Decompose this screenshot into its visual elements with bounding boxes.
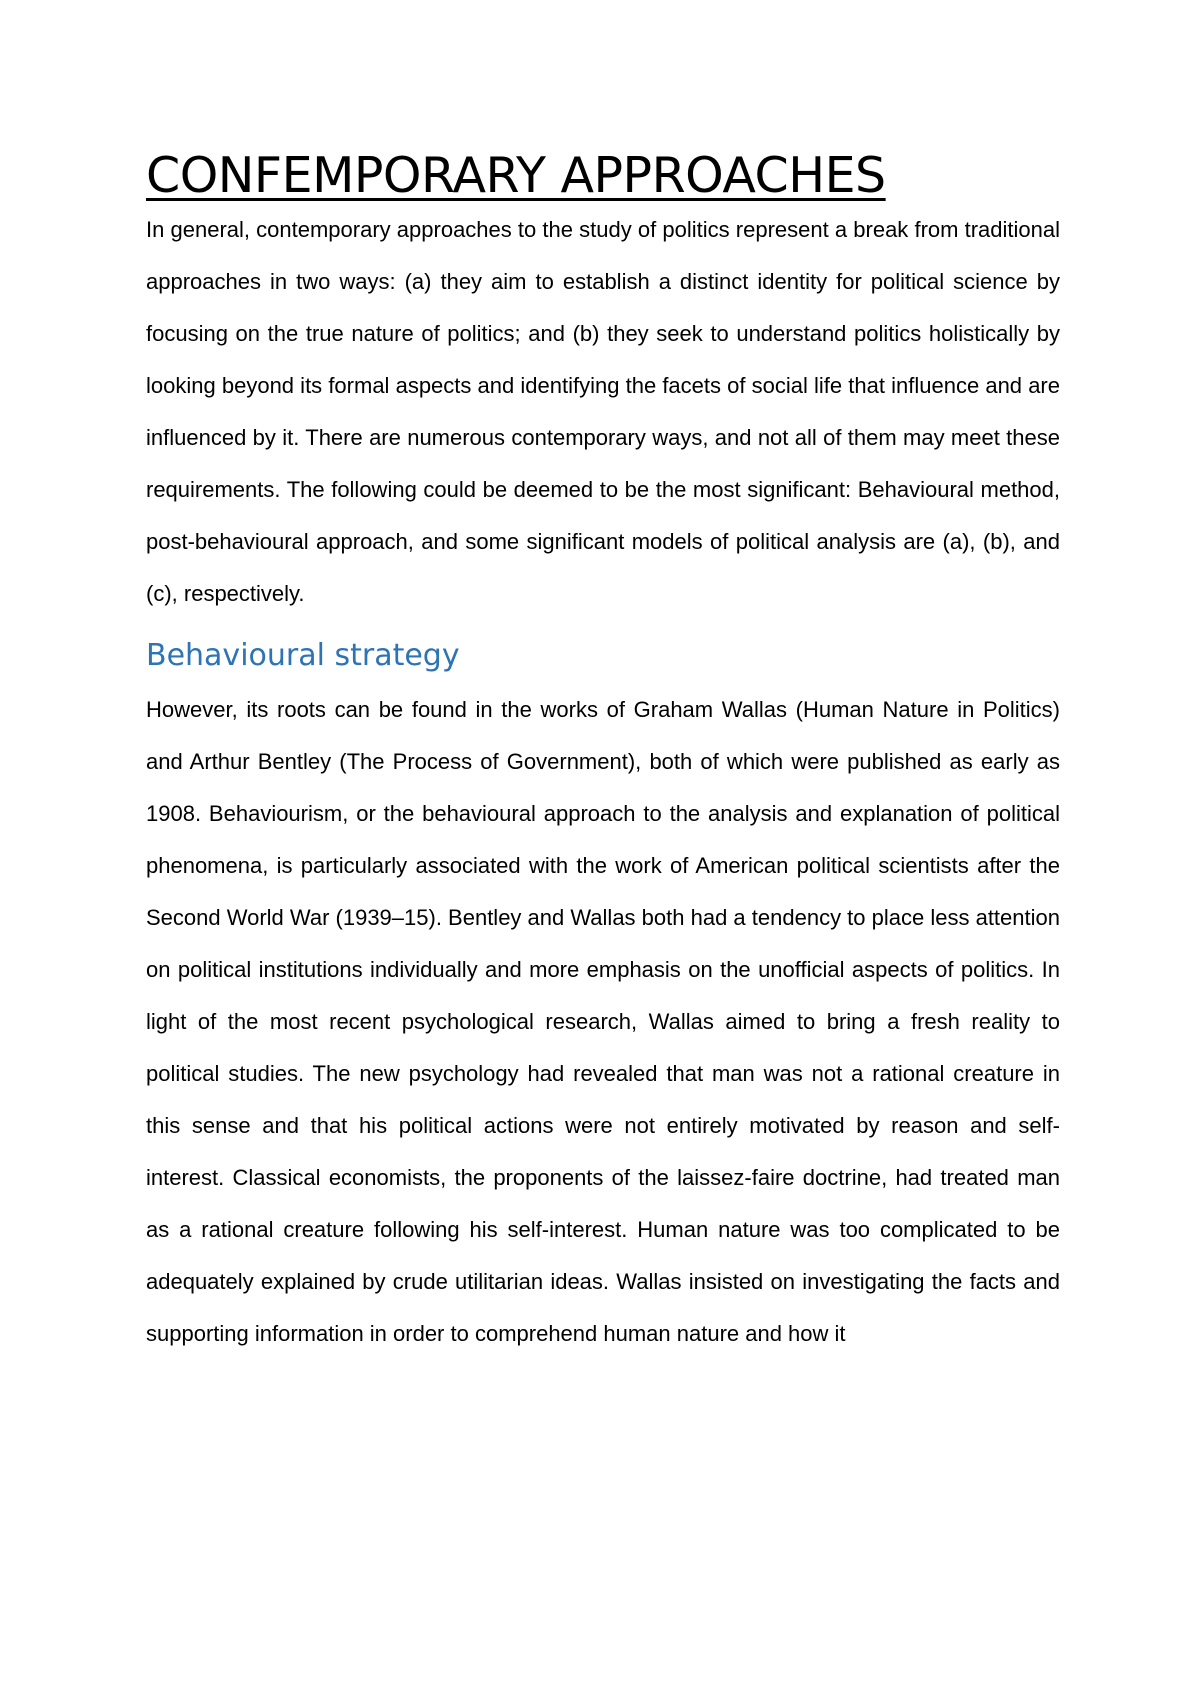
section-paragraph: However, its roots can be found in the works of Graham Wallas (Human Nature in Politics) and Arthur Bentley (The Process of Government), both of which were published as early as 1908. Behaviourism, or the behavioural approach to the analysis and explanation of political phenomena, is particularly associated with the work of American political scientists after the Second World War (1939–15). Bentley and Wallas both had a tendency to place less attention on political institutions individually and more emphasis on the unofficial aspects of politics. In light of the most recent psychological research, Wallas aimed to bring a fresh reality to political studies. The new psychology had revealed that man was not a rational creature in this sense and that his political actions were not entirely motivated by reason and self-interest. Classical economists, the proponents of the laissez-faire doctrine, had treated man as a rational creature following his self-interest. Human nature was too complicated to be adequately explained by crude utilitarian ideas. Wallas insisted on investigating the facts and supporting information in order to comprehend human nature and how it (146, 697, 1060, 1346)
intro-paragraph: In general, contemporary approaches to the study of politics represent a break from traditional approaches in two ways: (a) they aim to establish a distinct identity for political science by focusing on the true nature of politics; and (b) they seek to understand politics holistically by looking beyond its formal aspects and identifying the facets of social life that influence and are influenced by it. There are numerous contemporary ways, and not all of them may meet these requirements. The following could be deemed to be the most significant: Behavioural method, post-behavioural approach, and some significant models of political analysis are (a), (b), and (c), respectively. (146, 217, 1060, 606)
section-heading: Behavioural strategy (146, 638, 460, 673)
page-title: CONFEMPORARY APPROACHES (146, 147, 886, 204)
document-body (146, 148, 1060, 1360)
